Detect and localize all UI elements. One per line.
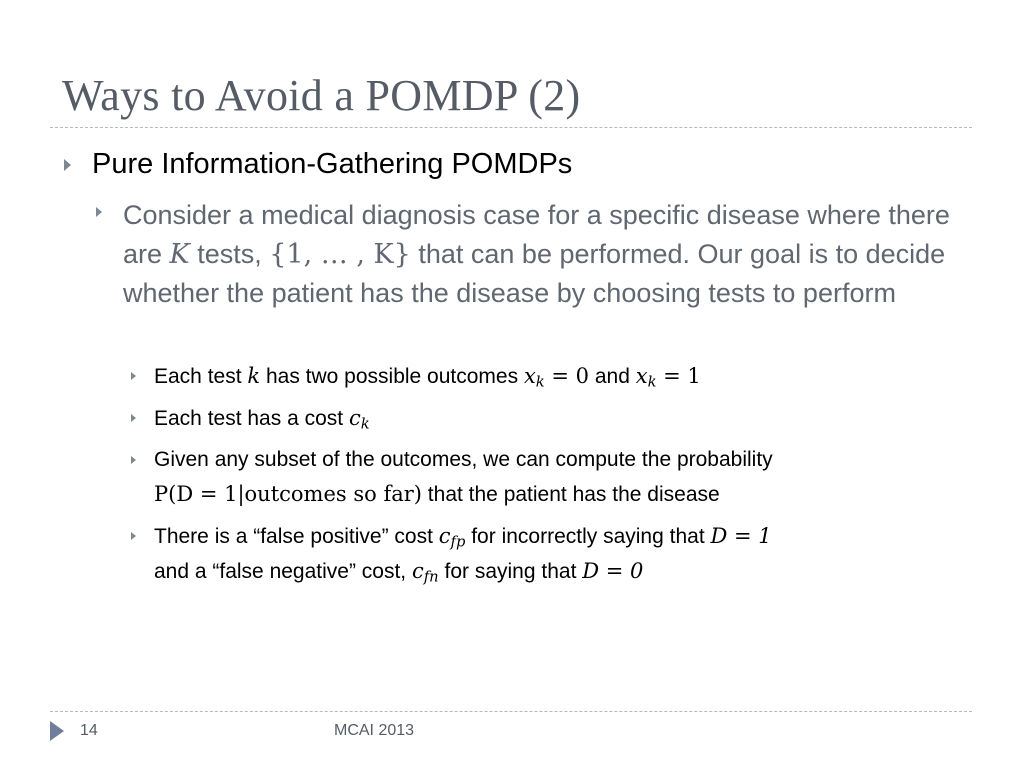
level3-item-false-costs <box>154 519 974 589</box>
math-sub: k <box>360 415 370 433</box>
level2-part3: that can be performed. Our goal is to decide whether the patient has the disease by choosing tests to perform <box>123 239 946 308</box>
math-K: K <box>169 239 190 270</box>
bullet-arrow-icon <box>131 532 136 540</box>
text: for incorrectly saying that <box>465 525 711 548</box>
level2-bullet-text <box>123 196 983 313</box>
text: for saying that <box>438 560 583 583</box>
math-x: x <box>523 364 536 388</box>
math-c: c <box>411 559 424 583</box>
text: has two possible outcomes <box>260 365 524 388</box>
level2-part2: tests, <box>189 239 270 269</box>
math-D: D = 1 <box>710 524 772 548</box>
bullet-arrow-icon <box>131 414 136 422</box>
math-c: c <box>348 406 361 430</box>
level3-item-cost <box>154 401 974 436</box>
math-eq: = 0 <box>544 364 589 388</box>
text: Each test <box>154 365 248 388</box>
level1-bullet-text: Pure Information-Gathering POMDPs <box>92 148 573 180</box>
text: There is a “false positive” cost <box>154 525 439 548</box>
footer-arrow-icon <box>50 721 64 741</box>
math-sub: k <box>647 373 657 391</box>
slide-title: Ways to Avoid a POMDP (2) <box>62 71 581 120</box>
math-sub: fn <box>423 568 439 586</box>
footer-divider <box>50 711 972 712</box>
math-c: c <box>438 524 451 548</box>
text: and a “false negative” cost, <box>154 560 412 583</box>
bullet-arrow-icon <box>64 159 71 171</box>
math-eq: = 1 <box>656 364 701 388</box>
text: Given any subset of the outcomes, we can compute the probability <box>154 448 773 471</box>
math-D: D = 0 <box>582 559 644 583</box>
math-x: x <box>635 364 648 388</box>
level3-item-probability <box>154 443 974 512</box>
math-probability: P(D = 1|outcomes so far) <box>154 482 422 506</box>
page-number: 14 <box>80 722 98 739</box>
math-set: {1, … , K} <box>269 239 411 270</box>
text: that the patient has the disease <box>421 483 720 506</box>
bullet-arrow-icon <box>131 372 136 380</box>
text: and <box>589 365 636 388</box>
level2-part1: Consider a medical diagnosis case for a specific disease where there are <box>123 200 950 269</box>
math-k: k <box>247 364 261 388</box>
bullet-arrow-icon <box>96 207 102 217</box>
text: Each test has a cost <box>154 407 349 430</box>
title-divider <box>50 127 972 128</box>
bullet-arrow-icon <box>131 456 136 464</box>
footer-text: MCAI 2013 <box>334 722 415 739</box>
level3-item-outcomes <box>154 359 974 394</box>
math-sub: k <box>535 373 545 391</box>
math-sub: fp <box>450 533 466 551</box>
